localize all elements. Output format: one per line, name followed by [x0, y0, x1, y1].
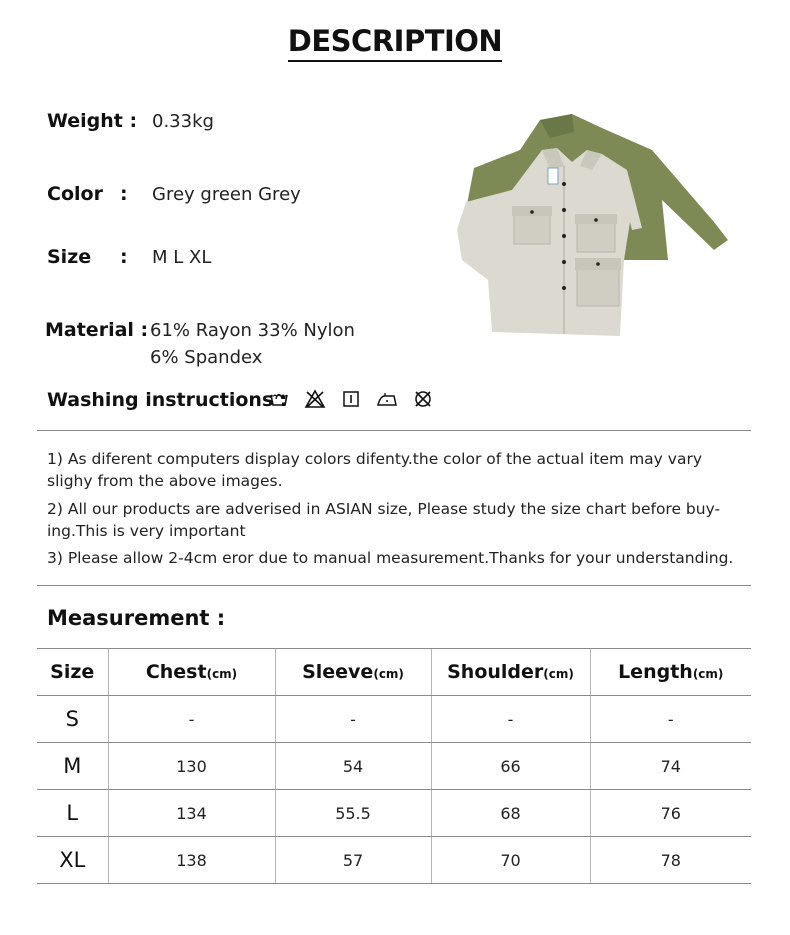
- cell-chest: 138: [108, 837, 275, 884]
- size-chart-table: [37, 648, 751, 884]
- do-not-dry-clean-icon: [412, 389, 434, 409]
- cell-size: S: [37, 696, 108, 743]
- material-line1: 61% Rayon 33% Nylon: [150, 320, 355, 341]
- note-3: 3) Please allow 2-4cm eror due to manual measurement.Thanks for your understanding.: [47, 549, 734, 567]
- tumble-dry-icon: [340, 389, 362, 409]
- col-chest: Chest(cm): [108, 649, 275, 696]
- material-line2: 6% Spandex: [150, 347, 263, 368]
- hand-wash-icon: [268, 389, 290, 409]
- col-length: Length(cm): [590, 649, 751, 696]
- page-title: [0, 24, 790, 58]
- weight-value: 0.33kg: [152, 111, 214, 132]
- cell-size: M: [37, 743, 108, 790]
- col-shoulder: Shoulder(cm): [431, 649, 590, 696]
- cell-sleeve: 57: [275, 837, 431, 884]
- cell-sleeve: 55.5: [275, 790, 431, 837]
- cell-shoulder: 68: [431, 790, 590, 837]
- cell-size: L: [37, 790, 108, 837]
- size-value: M L XL: [152, 247, 212, 268]
- note-1: 1) As diferent computers display colors difenty.the color of the actual item may vary slighy from the above images.: [47, 450, 702, 490]
- cell-sleeve: -: [275, 696, 431, 743]
- col-size: Size: [37, 649, 108, 696]
- table-row: [37, 743, 751, 790]
- color-value: Grey green Grey: [152, 184, 301, 205]
- iron-icon: [376, 389, 398, 409]
- do-not-bleach-icon: [304, 389, 326, 409]
- cell-shoulder: 70: [431, 837, 590, 884]
- color-colon: :: [120, 183, 128, 205]
- table-row: [37, 696, 751, 743]
- cell-shoulder: 66: [431, 743, 590, 790]
- cell-shoulder: -: [431, 696, 590, 743]
- weight-label: Weight :: [47, 110, 138, 132]
- washing-icons: [268, 389, 434, 409]
- material-label: Material :: [45, 319, 149, 341]
- cell-chest: 134: [108, 790, 275, 837]
- table-row: [37, 790, 751, 837]
- size-colon: :: [120, 246, 128, 268]
- table-row: [37, 837, 751, 884]
- divider-top: [37, 430, 751, 431]
- shirt-product-image: [452, 110, 732, 345]
- cell-chest: 130: [108, 743, 275, 790]
- cell-length: 74: [590, 743, 751, 790]
- measurement-heading: Measurement :: [47, 606, 226, 630]
- cell-length: 76: [590, 790, 751, 837]
- cell-chest: -: [108, 696, 275, 743]
- divider-bottom: [37, 585, 751, 586]
- col-sleeve: Sleeve(cm): [275, 649, 431, 696]
- description-heading: DESCRIPTION: [288, 24, 502, 62]
- cell-length: -: [590, 696, 751, 743]
- cell-sleeve: 54: [275, 743, 431, 790]
- cell-size: XL: [37, 837, 108, 884]
- note-2: 2) All our products are adverised in ASIAN size, Please study the size chart before buy-ing.This is very important: [47, 500, 721, 540]
- color-label: Color: [47, 183, 103, 205]
- washing-label: Washing instructions :: [47, 389, 288, 411]
- table-header-row: [37, 649, 751, 696]
- cell-length: 78: [590, 837, 751, 884]
- size-label: Size: [47, 246, 92, 268]
